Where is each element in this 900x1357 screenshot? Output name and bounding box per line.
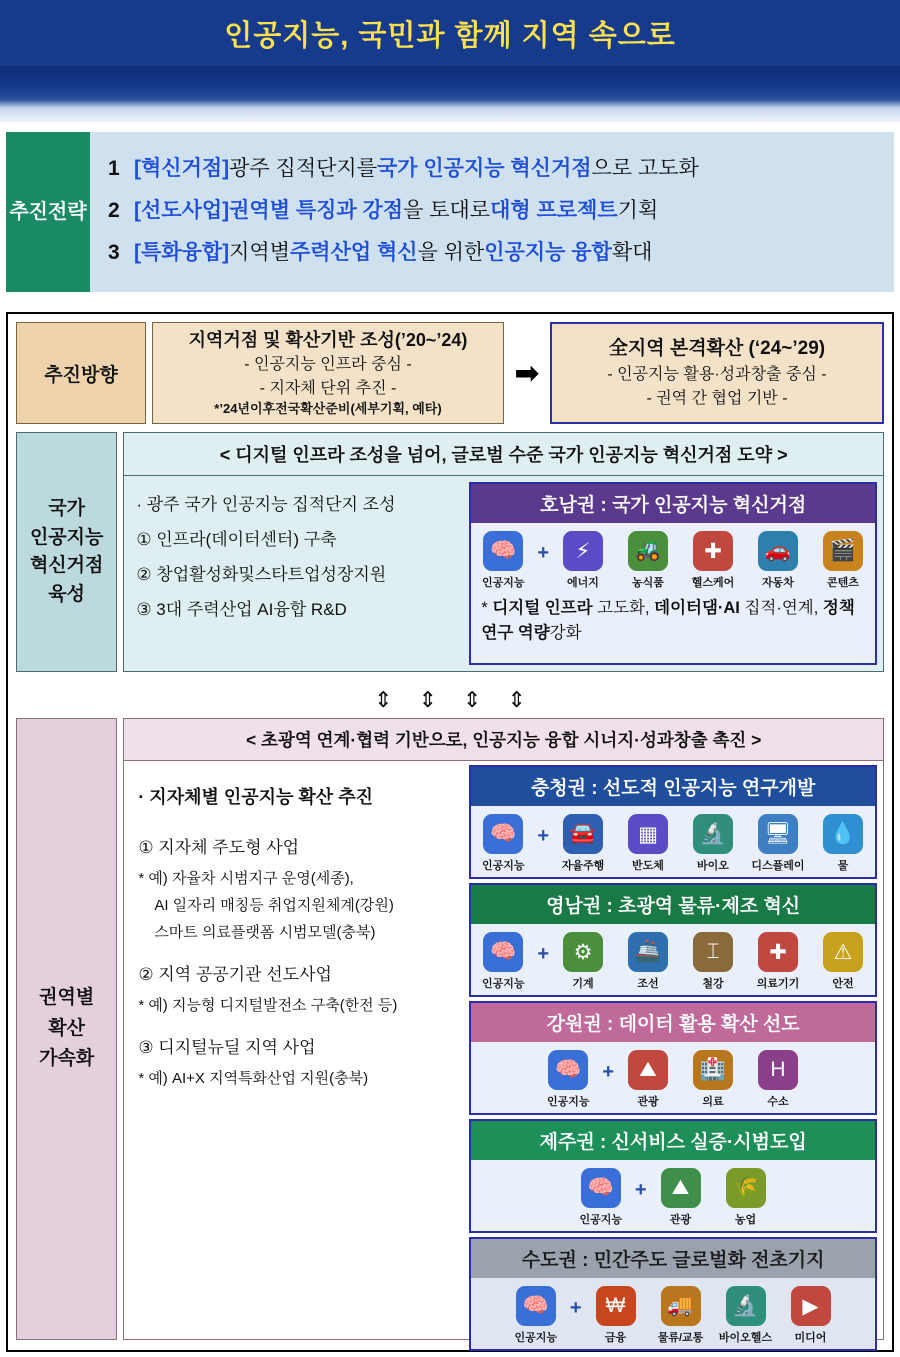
hub-bullet: ② 창업활성화및스타트업성장지원	[136, 564, 387, 584]
regional-label-line: 권역별	[39, 987, 95, 1009]
medical-device-icon: ✚	[758, 932, 798, 972]
icon-caption: 미디어	[794, 1332, 827, 1344]
hub-note-text: 디지털 인프라	[492, 599, 593, 617]
strategy-item-tag: [혁신거점]	[134, 157, 230, 180]
icon-item	[783, 1286, 839, 1345]
phase1-line3: *’24년이후전국확산준비(세부기획, 예타)	[214, 400, 442, 416]
strategy-item-text: 으로 고도화	[591, 157, 699, 180]
regional-label-line: 가속화	[39, 1048, 95, 1070]
icon-caption: 관광	[637, 1096, 659, 1108]
hub-bullet: ③ 3대 주력산업 AI융합 R&D	[136, 599, 347, 619]
icon-item	[555, 814, 611, 873]
regional-label-line: 확산	[48, 1017, 86, 1039]
icon-item	[750, 1050, 806, 1109]
display-icon: 🖥	[758, 814, 798, 854]
plus-sign: +	[537, 542, 549, 564]
region-band-title: 강원권 : 데이터 활용 확산 선도	[471, 1003, 875, 1042]
hub-body	[123, 432, 884, 672]
phase1-line1: - 인공지능 인프라 중심 -	[244, 356, 412, 374]
region-icon-row	[471, 924, 875, 995]
page-header	[0, 0, 900, 66]
steel-icon: ⌶	[693, 932, 733, 972]
regional-body	[123, 718, 884, 1344]
hub-note-text: *	[481, 599, 493, 617]
hub-bullet: · 광주 국가 인공지능 집적단지 조성	[136, 495, 396, 514]
logistics-icon: 🚚	[661, 1286, 701, 1326]
hub-label-line: 국가	[48, 498, 85, 519]
ai-brain-icon: 🧠	[516, 1286, 556, 1326]
icon-caption: 인공지능	[514, 1332, 558, 1344]
icon-caption: 디스플레이	[751, 860, 805, 872]
region-panel	[469, 1001, 877, 1115]
icon-item	[555, 932, 611, 991]
plus-sign: +	[569, 1297, 582, 1319]
tourism-icon: ⛰	[628, 1050, 668, 1090]
icon-caption: 철강	[702, 978, 724, 990]
icon-caption: 자율주행	[561, 860, 605, 872]
regional-left-example: * 예) 자율차 시범지구 운영(세종),	[138, 869, 354, 887]
strategy-item-text: 인공지능 융합	[484, 241, 612, 264]
icon-item	[573, 1168, 629, 1227]
region-icon-row	[471, 1160, 875, 1231]
icon-item	[475, 932, 531, 991]
icon-item	[685, 814, 741, 873]
regional-left-item: ③ 디지털뉴딜 지역 사업	[138, 1038, 316, 1058]
ai-brain-icon: 🧠	[581, 1168, 621, 1208]
region-icon-row	[471, 1042, 875, 1113]
contents-icon: 🎬	[823, 531, 863, 571]
region-panel	[469, 765, 877, 879]
icon-caption: 물류/교통	[657, 1332, 704, 1344]
icon-caption: 인공지능	[482, 577, 525, 589]
strategy-item	[108, 194, 888, 224]
hub-note-text: 고도화,	[592, 599, 655, 617]
icon-item	[815, 932, 871, 991]
regional-left-title: · 지자체별 인공지능 확산 추진	[138, 787, 373, 807]
icon-caption: 의료	[702, 1096, 724, 1108]
region-panel	[469, 1119, 877, 1233]
strategy-item-text: 지역별	[229, 241, 290, 264]
safety-icon: ⚠	[823, 932, 863, 972]
machinery-icon: ⚙	[563, 932, 603, 972]
icon-item	[685, 1050, 741, 1109]
icon-caption: 의료기기	[756, 978, 800, 990]
icon-item	[718, 1168, 774, 1227]
semiconductor-icon: ▦	[628, 814, 668, 854]
strategy-label: 추진전략	[6, 132, 90, 292]
bio-icon: 🔬	[693, 814, 733, 854]
icon-item	[750, 814, 806, 873]
phase1-line2: - 지자체 단위 추진 -	[259, 379, 397, 397]
agriculture-icon: 🌾	[726, 1168, 766, 1208]
up-down-arrow-icon: ⇕	[463, 687, 482, 712]
icon-caption: 콘텐츠	[827, 577, 859, 589]
icon-item	[815, 814, 871, 873]
icon-caption: 인공지능	[482, 860, 525, 872]
direction-phase2-box	[550, 322, 884, 424]
icon-item	[620, 814, 676, 873]
hub-headline: < 디지털 인프라 조성을 넘어, 글로벌 수준 국가 인공지능 혁신거점 도약 >	[124, 433, 883, 476]
region-icon-row	[471, 1278, 875, 1349]
icon-caption: 자동차	[762, 577, 794, 589]
self-driving-icon: 🚘	[563, 814, 603, 854]
icon-caption: 인공지능	[579, 1214, 623, 1226]
hub-bullet-list	[124, 476, 469, 671]
strategy-item-text: 광주 집적단지를	[229, 157, 377, 180]
icon-item	[475, 531, 531, 590]
water-icon: 💧	[823, 814, 863, 854]
direction-label: 추진방향	[16, 322, 146, 424]
hub-bullet: ① 인프라(데이터센터) 구축	[136, 529, 337, 549]
icon-item	[620, 531, 676, 590]
hub-label-line: 혁신거점	[29, 555, 104, 576]
strategy-item-number: 3	[108, 241, 120, 264]
ai-brain-icon: 🧠	[483, 932, 523, 972]
strategy-section	[6, 132, 894, 292]
region-band-title: 제주권 : 신서비스 실증·시범도입	[471, 1121, 875, 1160]
hub-note-text: 정책연구 역량	[481, 599, 855, 642]
connector-arrows	[8, 682, 892, 718]
icon-item	[815, 531, 871, 590]
icon-item	[653, 1168, 709, 1227]
icon-caption: 수소	[767, 1096, 789, 1108]
hub-note-text: 데이터댐·AI	[654, 599, 740, 617]
ai-brain-icon: 🧠	[548, 1050, 588, 1090]
phase2-title: 全지역 본격확산 (‘24~’29)	[608, 337, 826, 359]
strategy-item	[108, 152, 888, 182]
icon-caption: 물	[837, 860, 849, 872]
hub-label-line: 인공지능	[29, 526, 104, 548]
icon-item	[750, 531, 806, 590]
regional-left-example: * 예) 지능형 디지털발전소 구축(한전 등)	[138, 997, 398, 1015]
icon-item	[620, 1050, 676, 1109]
strategy-item-text: 확대	[611, 241, 653, 264]
page-title: 인공지능, 국민과 함께 지역 속으로	[224, 19, 676, 52]
hub-row	[8, 432, 892, 680]
strategy-item	[108, 236, 888, 266]
strategy-item-text: 국가 인공지능 혁신거점	[376, 157, 592, 180]
strategy-item-number: 2	[108, 199, 120, 222]
hub-note-text: 집적·연계,	[739, 599, 823, 617]
icon-caption: 안전	[832, 978, 854, 990]
icon-item	[653, 1286, 709, 1345]
strategy-item-tag: [특화융합]	[134, 241, 230, 264]
medical-icon: 🏥	[693, 1050, 733, 1090]
phase1-title: 지역거점 및 확산기반 조성(’20~’24)	[188, 330, 468, 351]
up-down-arrow-icon: ⇕	[374, 687, 393, 712]
regional-label	[16, 718, 117, 1340]
car-icon: 🚗	[758, 531, 798, 571]
honam-note	[471, 594, 875, 654]
plus-sign: +	[537, 943, 549, 965]
icon-item	[475, 814, 531, 873]
icon-caption: 바이오	[697, 860, 729, 872]
phase2-line1: - 인공지능 활용·성과창출 중심 -	[607, 366, 827, 384]
energy-icon: ⚡	[563, 531, 603, 571]
honam-icon-row	[471, 523, 875, 594]
icon-item	[685, 531, 741, 590]
plus-sign: +	[537, 825, 549, 847]
plus-sign: +	[634, 1179, 647, 1201]
strategy-item-text: 을 토대로	[403, 199, 491, 222]
hub-label-line: 육성	[48, 583, 85, 605]
strategy-item-text: 권역별 특징과 강점	[229, 199, 404, 222]
ai-brain-icon: 🧠	[483, 531, 523, 571]
strategy-item-text: 기획	[617, 199, 659, 222]
region-panel	[469, 1237, 877, 1351]
icon-item	[750, 932, 806, 991]
phase2-line2: - 권역 간 협업 기반 -	[646, 390, 788, 408]
hub-label	[16, 432, 117, 672]
strategy-list	[90, 132, 894, 292]
icon-item	[555, 531, 611, 590]
regional-left-example: 스마트 의료플랫폼 시범모델(충북)	[154, 923, 376, 941]
icon-caption: 인공지능	[547, 1096, 590, 1108]
region-band-title: 수도권 : 민간주도 글로벌화 전초기지	[471, 1239, 875, 1278]
finance-icon: ₩	[596, 1286, 636, 1326]
agrifood-icon: 🚜	[628, 531, 668, 571]
regional-left-example: * 예) AI+X 지역특화산업 지원(충북)	[138, 1070, 369, 1088]
biohealth-icon: 🔬	[726, 1286, 766, 1326]
ai-brain-icon: 🧠	[483, 814, 523, 854]
hub-note-text: 강화	[549, 623, 582, 642]
direction-row	[8, 314, 892, 432]
strategy-item-text: 주력산업 혁신	[290, 241, 418, 264]
icon-caption: 농식품	[632, 577, 664, 589]
media-icon: ▶	[791, 1286, 831, 1326]
tourism-icon: ⛰	[661, 1168, 701, 1208]
icon-item	[718, 1286, 774, 1345]
plus-sign: +	[602, 1061, 614, 1083]
icon-caption: 에너지	[567, 577, 599, 589]
honam-band-title: 호남권 : 국가 인공지능 혁신거점	[471, 484, 875, 523]
strategy-item-number: 1	[108, 157, 120, 180]
up-down-arrow-icon: ⇕	[507, 687, 526, 712]
regional-columns	[124, 761, 883, 1357]
strategy-item-tag: [선도사업]	[134, 199, 230, 222]
regional-headline: < 초광역 연계·협력 기반으로, 인공지능 융합 시너지·성과창출 촉진 >	[124, 719, 883, 761]
icon-caption: 농업	[734, 1214, 757, 1226]
icon-item	[685, 932, 741, 991]
direction-phase1-box	[152, 322, 504, 424]
healthcare-icon: ✚	[693, 531, 733, 571]
up-down-arrow-icon: ⇕	[418, 687, 437, 712]
icon-caption: 헬스케어	[691, 577, 735, 589]
icon-item	[508, 1286, 564, 1345]
regional-row	[8, 718, 892, 1348]
strategy-item-text: 대형 프로젝트	[490, 199, 618, 222]
strategy-item-text: 을 위한	[417, 241, 485, 264]
hub-columns	[124, 476, 883, 671]
icon-item	[588, 1286, 644, 1345]
hydrogen-icon: H	[758, 1050, 798, 1090]
region-band-title: 충청권 : 선도적 인공지능 연구개발	[471, 767, 875, 806]
regional-bullet-list	[124, 761, 469, 1357]
icon-item	[620, 932, 676, 991]
icon-caption: 조선	[637, 978, 659, 990]
regional-left-item: ② 지역 공공기관 선도사업	[138, 964, 332, 984]
header-decoration-strip	[0, 66, 900, 122]
region-icon-row	[471, 806, 875, 877]
icon-item	[540, 1050, 596, 1109]
icon-caption: 기계	[572, 978, 594, 990]
icon-caption: 관광	[669, 1214, 692, 1226]
icon-caption: 반도체	[632, 860, 664, 872]
right-arrow-icon: ➡	[514, 356, 540, 390]
regional-panel-stack	[469, 761, 883, 1357]
icon-caption: 인공지능	[482, 978, 525, 990]
region-band-title: 영남권 : 초광역 물류·제조 혁신	[471, 885, 875, 924]
shipbuilding-icon: 🚢	[628, 932, 668, 972]
main-diagram-frame	[6, 312, 894, 1352]
icon-caption: 금융	[604, 1332, 627, 1344]
icon-caption: 바이오헬스	[718, 1332, 773, 1344]
honam-panel	[469, 482, 877, 665]
regional-left-example: AI 일자리 매칭등 취업지원체계(강원)	[154, 896, 394, 914]
region-panel	[469, 883, 877, 997]
regional-left-item: ① 지자체 주도형 사업	[138, 837, 300, 857]
